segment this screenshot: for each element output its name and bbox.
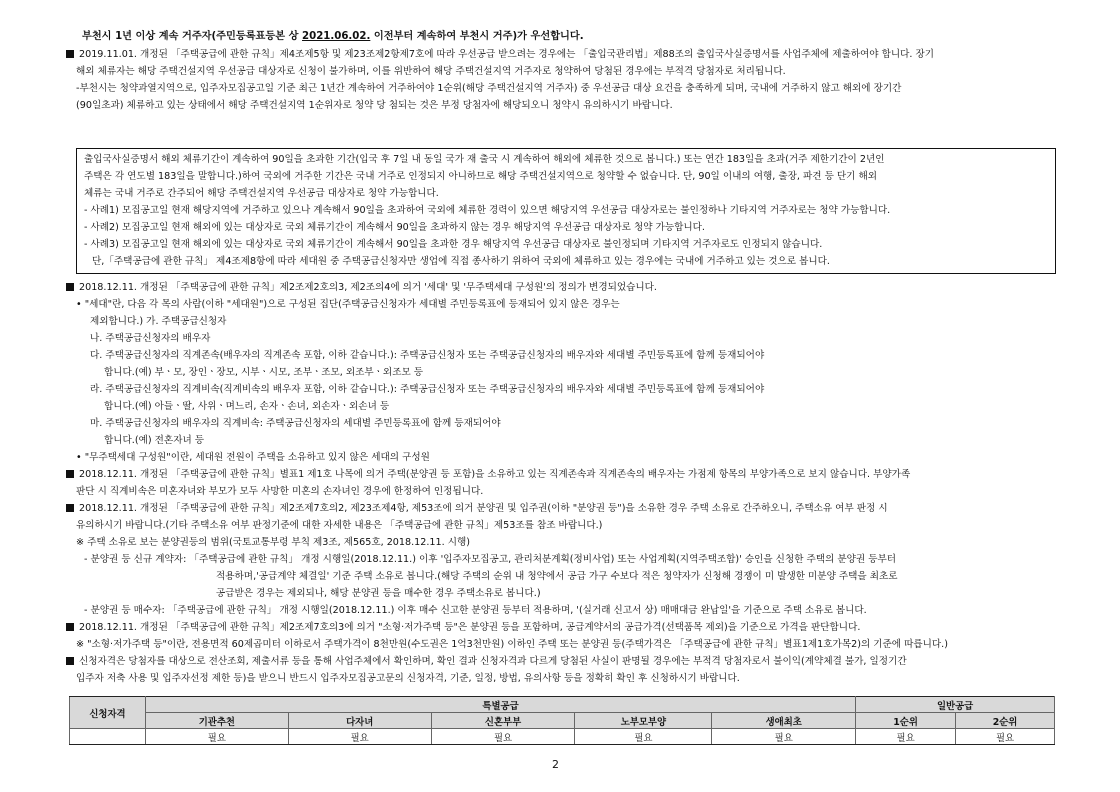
row-header-cell: 신청자격 [70, 697, 146, 729]
paragraph-line: 적용하며,'공급계약 체결일' 기준 주택 소유로 봅니다.(해당 주택의 순위 내 청약에서 공급 가구 수보다 적은 청약자가 신청해 경쟁이 미 발생한 미분양 주택을 최초로 [216, 571, 898, 582]
qualification-table [69, 696, 1055, 745]
table-cell: 필요 [712, 729, 856, 745]
paragraph-line: 2019.11.01. 개정된 「주택공급에 관한 규칙」제4조제5항 및 제23조제2항제7호에 따라 우선공급 받으려는 경우에는 「출입국관리법」제88조의 출입국사실증명서를 사업주체에 제출하여야 합니다. 장기 [66, 48, 934, 62]
table-subheader-row [70, 713, 1055, 729]
bullet-square-icon [66, 470, 74, 478]
box-line: 단,「주택공급에 관한 규칙」 제4조제8항에 따라 세대원 중 주택공급신청자만 생업에 직접 종사하기 위하여 국외에 체류하고 있는 경우에는 국내에 거주하고 있는 것으로 봅니다. [92, 256, 830, 267]
paragraph-line: 합니다.(예) 전혼자녀 등 [104, 435, 205, 446]
paragraph-line: 해외 체류자는 해당 주택건설지역 우선공급 대상자로 신청이 불가하며, 이를 위반하여 해당 주택건설지역 거주자로 청약하여 당첨된 경우에는 부적격 당첨자로 처리됩니다. [76, 66, 786, 77]
column-header: 다자녀 [288, 713, 431, 729]
column-header: 노부모부양 [575, 713, 712, 729]
paragraph-line: 공급받은 경우는 제외되나, 해당 분양권 등을 매수한 경우 주택소유로 봅니다.) [216, 588, 541, 599]
paragraph-line: 입주자 저축 사용 및 입주자선정 제한 등)을 받으니 반드시 입주자모집공고문의 신청자격, 기준, 일정, 방법, 유의사항 등을 정확히 확인 후 신청하시기 바랍니다. [76, 673, 740, 684]
paragraph-line: 신청자격은 당첨자를 대상으로 전산조회, 제출서류 등을 통해 사업주체에서 확인하며, 확인 결과 신청자격과 다르게 당첨된 사실이 판명될 경우에는 부적격 당첨자로서 불이익(계약체결 불가, 일정기간 [66, 655, 907, 669]
table-cell: 필요 [856, 729, 956, 745]
bullet-square-icon [66, 50, 74, 58]
column-header: 1순위 [856, 713, 956, 729]
column-header: 생애최초 [712, 713, 856, 729]
paragraph-line: 2018.12.11. 개정된 「주택공급에 관한 규칙」제2조제7호의3에 의거 "소형·저가주택 등"은 분양권 등을 포함하며, 공급계약서의 공급가격(선택품목 제외)을 기준으로 가격을 판단합니다. [66, 621, 860, 635]
paragraph-line: • "세대"란, 다음 각 목의 사람(이하 "세대원")으로 구성된 집단(주택공급신청자가 세대별 주민등록표에 등재되어 있지 않은 경우는 [76, 299, 620, 310]
box-line: 주택은 각 연도별 183일을 말합니다.)하여 국외에 거주한 기간은 국내 거주로 인정되지 아니하므로 해당 주택건설지역으로 청약할 수 없습니다. 단, 90일 이내의 여행, 출장, 파견 등 단기 해외 [84, 171, 878, 182]
paragraph-line: 합니다.(예) 부ㆍ모, 장인ㆍ장모, 시부ㆍ시모, 조부ㆍ조모, 외조부ㆍ외조모 등 [104, 367, 424, 378]
column-header: 2순위 [956, 713, 1055, 729]
page-number: 2 [552, 758, 559, 771]
box-line: - 사례3) 모집공고일 현재 해외에 있는 대상자로 국외 체류기간이 계속해서 90일을 초과한 경우 해당지역 우선공급 대상자로 불인정되며 기타지역 거주자로도 인정되지 않습니다. [84, 239, 823, 250]
heading-date: 2021.06.02. [302, 31, 371, 42]
table-cell: 필요 [431, 729, 575, 745]
paragraph-line: ※ 주택 소유로 보는 분양권등의 범위(국토교통부령 부칙 제3조, 제565호, 2018.12.11. 시행) [76, 537, 471, 548]
bullet-square-icon [66, 504, 74, 512]
paragraph-line: (90일초과) 체류하고 있는 상태에서 해당 주택건설지역 1순위자로 청약 당 첨되는 것은 부정 당첨자에 해당되오니 청약시 유의하시기 바랍니다. [76, 100, 673, 111]
box-line: 출입국사실증명서 해외 체류기간이 계속하여 90일을 초과한 기간(입국 후 7일 내 동일 국가 재 출국 시 계속하여 해외에 체류한 것으로 봅니다.) 또는 연간 183일을 초과(거주 제한기간이 2년인 [84, 154, 885, 165]
bullet-square-icon [66, 623, 74, 631]
section-heading: 부천시 1년 이상 계속 거주자(주민등록표등본 상 2021.06.02. 이전부터 계속하여 부천시 거주)가 우선합니다. [82, 31, 584, 42]
empty-cell [70, 729, 146, 745]
paragraph-line: -부천시는 청약과열지역으로, 입주자모집공고일 기준 최근 1년간 계속하여 거주하여야 1순위(해당 주택건설지역 거주자) 중 우선공급 대상 요건을 충족하게 되며, 국내에 거주하지 않고 해외에 장기간 [76, 83, 902, 94]
box-line: - 사례2) 모집공고일 현재 해외에 있는 대상자로 국외 체류기간이 계속해서 90일을 초과하지 않는 경우 해당지역 우선공급 대상자로 청약 가능합니다. [84, 222, 705, 233]
bullet-square-icon [66, 657, 74, 665]
paragraph-line: 2018.12.11. 개정된 「주택공급에 관한 규칙」별표1 제1호 나목에 의거 주택(분양권 등 포함)을 소유하고 있는 직계존속과 직계존속의 배우자는 가점제 항목의 부양가족으로 보지 않습니다. 부양가족 [66, 468, 910, 482]
column-header: 기관추천 [145, 713, 288, 729]
bullet-square-icon [66, 283, 74, 291]
table-header-row [70, 697, 1055, 713]
table-cell: 필요 [145, 729, 288, 745]
paragraph-line: • "무주택세대 구성원"이란, 세대원 전원이 주택을 소유하고 있지 않은 세대의 구성원 [76, 452, 430, 463]
paragraph-line: 2018.12.11. 개정된 「주택공급에 관한 규칙」제2조제7호의2, 제23조제4항, 제53조에 의거 분양권 및 입주권(이하 "분양권 등")을 소유한 경우 주택 소유로 간주하오니, 주택소유 여부 판정 시 [66, 502, 888, 516]
paragraph-line: 판단 시 직계비속은 미혼자녀와 부모가 모두 사망한 미혼의 손자녀인 경우에 한정하여 인정됩니다. [76, 486, 484, 497]
paragraph-line: - 분양권 등 매수자: 「주택공급에 관한 규칙」 개정 시행일(2018.12.11.) 이후 매수 신고한 분양권 등부터 적용하며, '(실거래 신고서 상) 매매대금 완납일'을 기준으로 주택 소유로 봅니다. [84, 605, 867, 616]
table-cell: 필요 [956, 729, 1055, 745]
paragraph-line: 마. 주택공급신청자의 배우자의 직계비속: 주택공급신청자의 세대별 주민등록표에 함께 등재되어야 [90, 418, 501, 429]
column-header: 신혼부부 [431, 713, 575, 729]
box-line: 체류는 국내 거주로 간주되어 해당 주택건설지역 우선공급 대상자로 청약 가능합니다. [84, 188, 439, 199]
paragraph-line: 제외합니다.) 가. 주택공급신청자 [90, 316, 227, 327]
paragraph-line: 나. 주택공급신청자의 배우자 [90, 333, 211, 344]
general-supply-header: 일반공급 [856, 697, 1055, 713]
paragraph-line: 라. 주택공급신청자의 직계비속(직계비속의 배우자 포함, 이하 같습니다.): 주택공급신청자 또는 주택공급신청자의 배우자와 세대별 주민등록표에 함께 등재되어야 [90, 384, 765, 395]
special-supply-header: 특별공급 [145, 697, 855, 713]
table-row [70, 729, 1055, 745]
paragraph-line: - 분양권 등 신규 계약자: 「주택공급에 관한 규칙」 개정 시행일(2018.12.11.) 이후 '입주자모집공고, 관리처분계획(정비사업) 또는 사업계획(지역주택조합)' 승인을 신청한 주택의 분양권 등부터 [84, 554, 897, 565]
paragraph-line: 유의하시기 바랍니다.(기타 주택소유 여부 판정기준에 대한 자세한 내용은 「주택공급에 관한 규칙」제53조를 참조 바랍니다.) [76, 520, 603, 531]
box-line: - 사례1) 모집공고일 현재 해당지역에 거주하고 있으나 계속해서 90일을 초과하여 국외에 체류한 경력이 있으면 해당지역 우선공급 대상자로는 불인정하나 기타지역 거주자로는 청약 가능합니다. [84, 205, 891, 216]
paragraph-line: ※ "소형·저가주택 등"이란, 전용면적 60제곱미터 이하로서 주택가격이 8천만원(수도권은 1억3천만원) 이하인 주택 또는 분양권 등(주택가격은 「주택공급에 관한 규칙」별표1제1호가목2)의 기준에 따릅니다.) [76, 639, 948, 650]
paragraph-line: 다. 주택공급신청자의 직계존속(배우자의 직계존속 포함, 이하 같습니다.): 주택공급신청자 또는 주택공급신청자의 배우자와 세대별 주민등록표에 함께 등재되어야 [90, 350, 765, 361]
paragraph-line: 합니다.(예) 아들ㆍ딸, 사위ㆍ며느리, 손자ㆍ손녀, 외손자ㆍ외손녀 등 [104, 401, 390, 412]
table-cell: 필요 [288, 729, 431, 745]
table-cell: 필요 [575, 729, 712, 745]
paragraph-line: 2018.12.11. 개정된 「주택공급에 관한 규칙」제2조제2호의3, 제2조의4에 의거 '세대' 및 '무주택세대 구성원'의 정의가 변경되었습니다. [66, 281, 657, 295]
